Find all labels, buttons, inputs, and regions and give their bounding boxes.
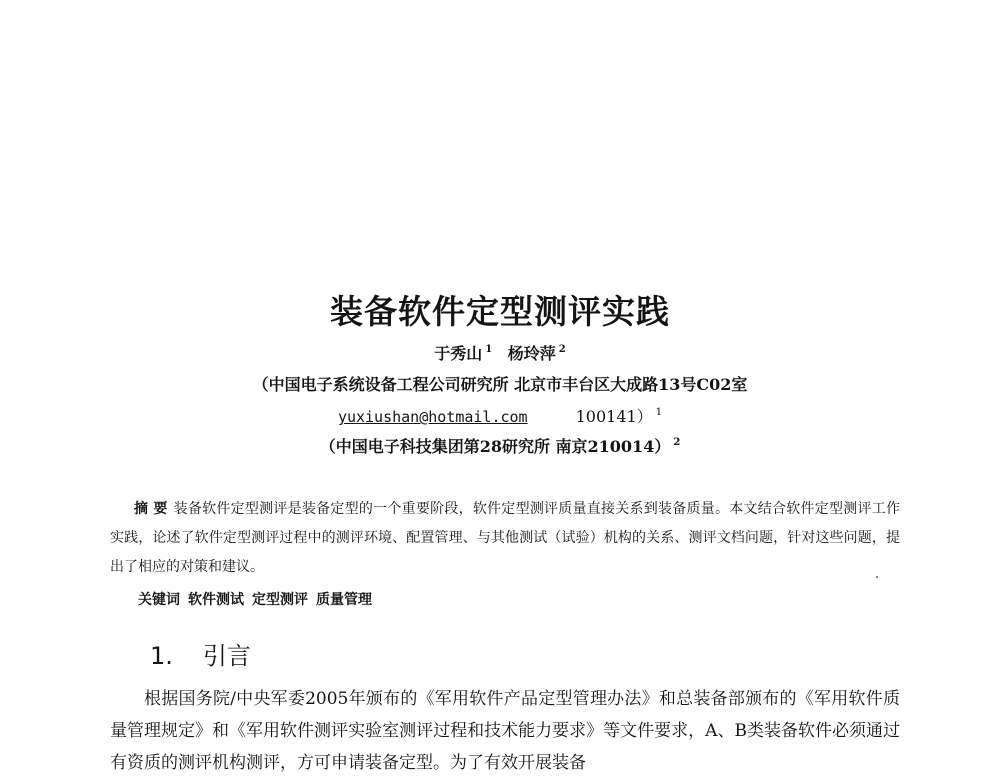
- affiliation-1-zip: 100141）: [575, 407, 653, 426]
- paper-title: 装备软件定型测评实践: [330, 292, 670, 331]
- author-1: 于秀山: [434, 344, 483, 363]
- affiliation-1-sup: 1: [655, 407, 663, 418]
- keywords: [138, 589, 380, 609]
- author-2: 杨玲萍: [507, 344, 556, 363]
- abstract-text: 装备软件定型测评是装备定型的一个重要阶段，软件定型测评质量直接关系到装备质量。本文结合软件定型测评工作实践，论述了软件定型测评过程中的测评环境、配置管理、与其他测试（试验）机构的关系、测评文档问题，针对这些问题，提出了相应的对策和建议。: [110, 501, 901, 575]
- affiliation-1-line2: [0, 404, 1000, 427]
- affiliation-1-line1: （中国电子系统设备工程公司研究所 北京市丰台区大成路13号C02室: [252, 375, 748, 394]
- affiliation-2-sup: 2: [673, 437, 681, 448]
- affiliation-2-text: （中国电子科技集团第28研究所 南京210014）: [319, 437, 671, 456]
- author-email-link[interactable]: yuxiushan@hotmail.com: [337, 408, 528, 426]
- abstract: [110, 495, 900, 582]
- keyword-item: 定型测评: [252, 592, 308, 608]
- scan-speck: [876, 576, 878, 578]
- body-paragraph: 根据国务院/中央军委2005年颁布的《军用软件产品定型管理办法》和总装备部颁布的《军用软件质量管理规定》和《军用软件测评实验室测评过程和技术能力要求》等文件要求，A、B类装备软件必须通过有资质的测评机构测评，方可申请装备定型。为了有效开展装备: [110, 689, 900, 773]
- author-line: [0, 341, 1000, 364]
- abstract-label: 摘 要: [134, 501, 168, 517]
- author-2-sup: 2: [558, 344, 566, 355]
- author-1-sup: 1: [485, 344, 493, 355]
- section-title: 引言: [202, 642, 251, 670]
- section-number: 1.: [150, 642, 173, 670]
- affiliation-2: [0, 434, 1000, 457]
- keywords-label: 关键词: [138, 592, 180, 608]
- section-heading: [150, 636, 251, 671]
- keyword-item: 质量管理: [316, 592, 372, 608]
- keyword-item: 软件测试: [188, 592, 244, 608]
